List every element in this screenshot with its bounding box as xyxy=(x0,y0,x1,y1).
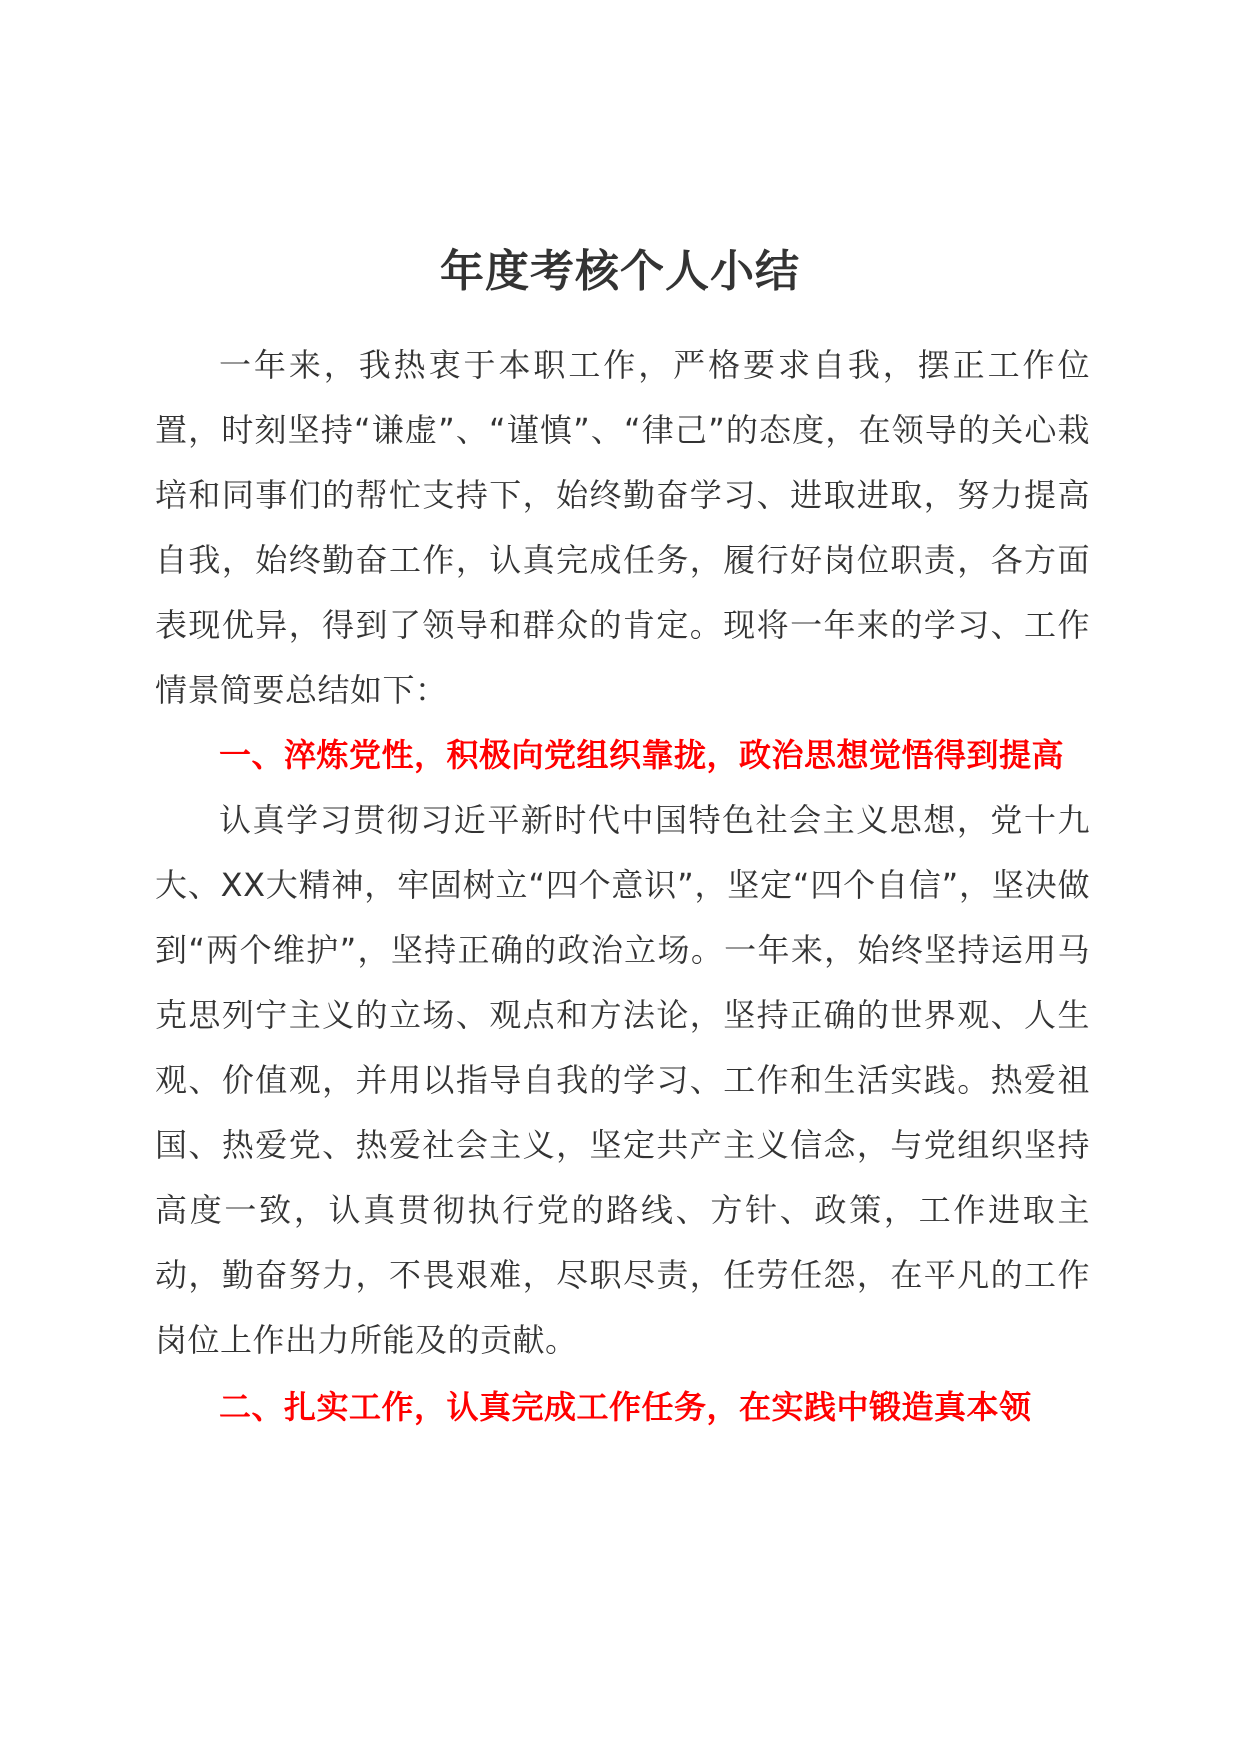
document-title: 年度考核个人小结 xyxy=(440,246,800,297)
intro-paragraph: 一年来，我热衷于本职工作，严格要求自我，摆正工作位置，时刻坚持“谦虚”、“谨慎”、“律己”的态度，在领导的关心栽培和同事们的帮忙支持下，始终勤奋学习、进取进取，努力提高自我，始终勤奋工作，认真完成任务，履行好岗位职责，各方面表现优异，得到了领导和群众的肯定。现将一年来的学习、工作情景简要总结如下： xyxy=(155,346,1090,709)
section-heading-1: 一、淬炼党性，积极向党组织靠拢，政治思想觉悟得到提高 xyxy=(219,736,1065,774)
section-heading-2: 二、扎实工作，认真完成工作任务，在实践中锻造真本领 xyxy=(219,1388,1032,1426)
document-body xyxy=(155,333,1090,1440)
section-body-1: 认真学习贯彻习近平新时代中国特色社会主义思想，党十九大、XX大精神，牢固树立“四个意识”，坚定“四个自信”，坚决做到“两个维护”，坚持正确的政治立场。一年来，始终坚持运用马克思列宁主义的立场、观点和方法论，坚持正确的世界观、人生观、价值观，并用以指导自我的学习、工作和生活实践。热爱祖国、热爱党、热爱社会主义，坚定共产主义信念，与党组织坚持高度一致，认真贯彻执行党的路线、方针、政策，工作进取主动，勤奋努力，不畏艰难，尽职尽责，任劳任怨，在平凡的工作岗位上作出力所能及的贡献。 xyxy=(155,801,1090,1359)
